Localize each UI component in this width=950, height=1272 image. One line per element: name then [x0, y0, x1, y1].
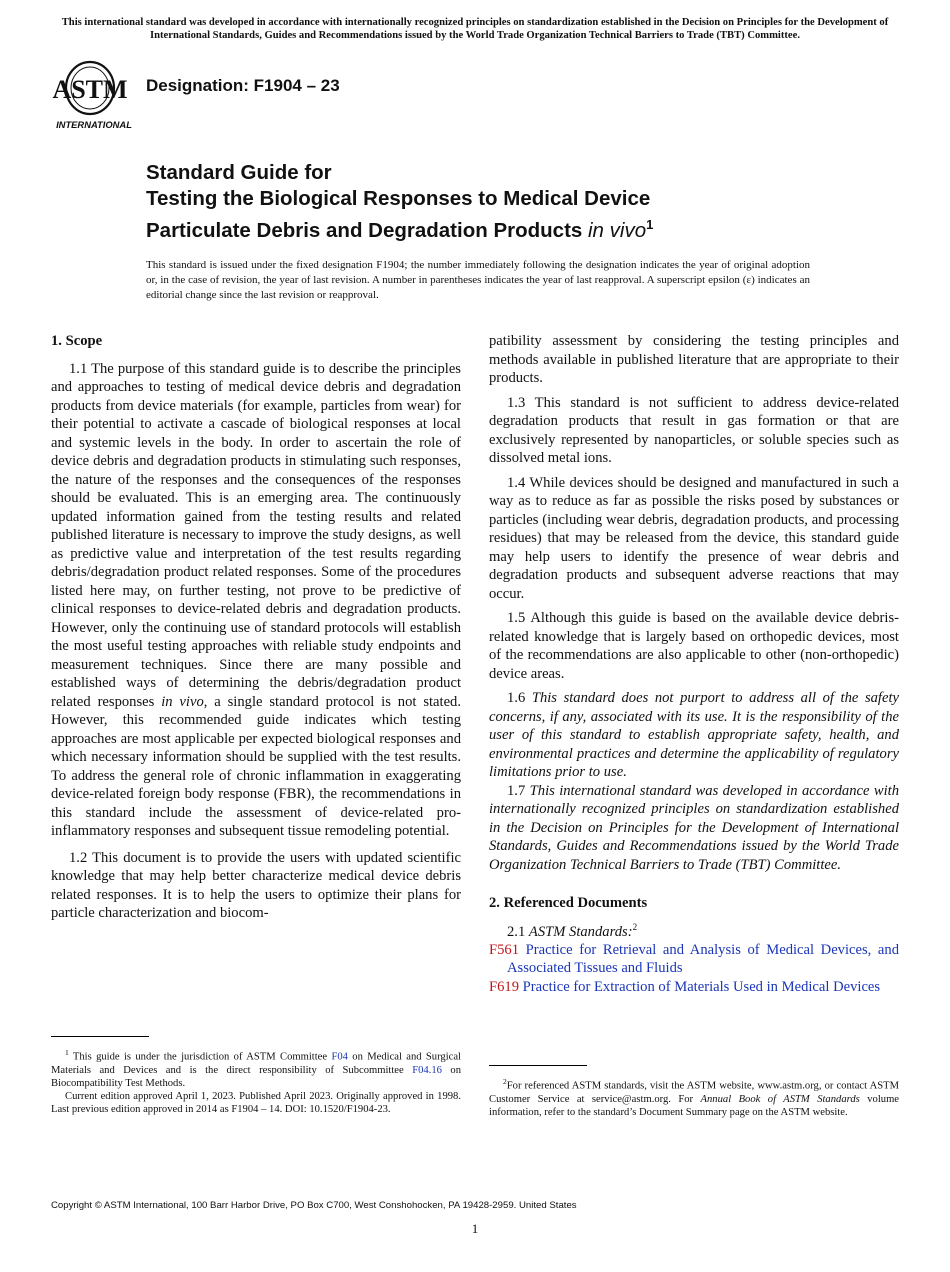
section-1-heading: 1. Scope: [51, 333, 103, 349]
page-title: [146, 160, 866, 244]
footnote-2-text-b: volume information, refer to the standard’s Document Summary page on the ASTM website.: [489, 1093, 900, 1118]
trade-notice: This international standard was developed in accordance with internationally recognized principles on standardization established in the Decision on Principles for the Development of International Standards, Guides and Recommendations issued by the World Trade Organization Technical Barriers to Trade (TBT) Committee.: [61, 17, 889, 41]
footnote-2-text: [489, 1075, 899, 1119]
paragraph-1-7-text: This international standard was developed in accordance with internationally recognized principles on standardization established in the Decision on Principles for the Development of International Standards, Guides and Recommendations issued by the World Trade Organization Technical Barriers to Trade (TBT) Committee.: [489, 782, 900, 873]
paragraph-1-7: [489, 782, 899, 875]
reference-code-link[interactable]: F561: [489, 941, 520, 958]
right-column: [489, 332, 899, 996]
page-number: 1: [471, 1221, 479, 1236]
committee-link[interactable]: F04: [331, 1051, 348, 1063]
paragraph-1-1: [51, 360, 461, 841]
title-footnote-mark: 1: [646, 217, 654, 232]
title-line-3-main: Particulate Debris and Degradation Products: [146, 218, 583, 242]
footnote-1-text-c: on Biocompatibility Test Methods.: [51, 1064, 461, 1089]
logo-subtext: INTERNATIONAL: [56, 119, 132, 130]
section-2-heading: 2. Referenced Documents: [489, 895, 648, 911]
issuance-statement: This standard is issued under the fixed designation F1904; the number immediately following the designation indicates the year of original adoption or, in the case of revision, the year of last revision. A number in parentheses indicates the year of last reapproval. A superscript epsilon (ε) indicates an editorial change since the last revision or reapproval.: [146, 259, 810, 301]
copyright-line: Copyright © ASTM International, 100 Barr Harbor Drive, PO Box C700, West Conshohocken, PA 19428-2959. United States: [51, 1200, 577, 1211]
footnote-1: [51, 1046, 461, 1117]
footnote-divider-left: [51, 1036, 149, 1037]
logo-text: ASTM: [52, 75, 128, 104]
footnote-1-text-b: on Medical and Surgical Materials and Devices and is the direct responsibility of Subcommittee: [51, 1051, 461, 1076]
paragraph-1-3: 1.3 This standard is not sufficient to address device-related degradation products that result in gas formation or that are exclusively represented by nanoparticles, or soluble species such as dissolved metal ions.: [489, 394, 899, 466]
title-line-3: [146, 212, 866, 244]
paragraph-1-2: 1.2 This document is to provide the users with updated scientific knowledge that may help better characterize medical device debris related responses. It is to help the users to optimize their plans for particle characterization and biocom-: [51, 849, 461, 921]
paragraph-1-4: 1.4 While devices should be designed and manufactured in such a way as to reduce as far as possible the risks posed by substances or particles (including wear debris, degradation products, and processing residues) that may be released from the device, this standard guide may help users to identify the presence of wear debris and degradation products and subsequent adverse reactions that may occur.: [489, 474, 899, 602]
reference-title-link[interactable]: Practice for Extraction of Materials Used in Medical Devices: [522, 978, 881, 995]
reference-item[interactable]: [489, 978, 899, 997]
reference-code-link[interactable]: F619: [489, 978, 520, 995]
paragraph-1-1-end: , a single standard protocol is not stated. However, this recommended guide indicates which testing approaches are most applicable per expected biological responses and which necessary information should be supplied with the test results. To address the general role of chronic inflammation in exaggerating device-related foreign body response (FBR), the recommendations in this standard include the assessment of device-related pro-inflammatory responses and subsequent tissue remodeling potential.: [51, 693, 462, 839]
subsection-2-1-number: 2.1: [507, 923, 526, 940]
paragraph-1-7-number: 1.7: [507, 782, 526, 799]
paragraph-1-1-text: 1.1 The purpose of this standard guide is to describe the principles and approaches to testing of medical device debris and degradation products from device materials (for example, particles from wear) for their potential to activate a cascade of biological responses at local and systemic levels in the body. In order to ascertain the role of device debris and degradation products in stimulating such responses, the nature of the responses and the consequences of the responses should be evaluated. This is an emerging area. The continuously updated information gained from the testing results and related published literature is necessary to improve the study designs, as well as predictive value and interpretation of the test results regarding debris/degradation product related responses. Some of the procedures listed here may, on further testing, not prove to be predictive of clinical responses to device-related debris and degradation products. However, only the continuing use of standard protocols will establish the most useful testing approaches with reliable study endpoints and measurement techniques. Since there are many possible and established ways of determining the debris/degradation product related responses: [51, 360, 461, 710]
reference-item[interactable]: [489, 941, 899, 978]
subsection-2-1: [489, 918, 899, 941]
reference-title-link[interactable]: Practice for Retrieval and Analysis of Medical Devices, and Associated Tissues and Fluids: [507, 941, 899, 977]
astm-logo-graphic: [52, 58, 136, 132]
subsection-2-1-label: ASTM Standards:: [528, 923, 633, 940]
subcommittee-link[interactable]: F04.16: [412, 1064, 442, 1076]
left-column: [51, 332, 461, 923]
footnote-2: [489, 1075, 899, 1119]
footnote-1-mark: 1: [65, 1048, 69, 1057]
footnote-2-italic: Annual Book of ASTM Standards: [700, 1093, 860, 1105]
astm-logo-icon: [52, 58, 136, 132]
paragraph-1-6-text: This standard does not purport to address all of the safety concerns, if any, associated with its use. It is the responsibility of the user of this standard to establish appropriate safety, health, and environmental practices and determine the applicability of regulatory limitations prior to use.: [489, 690, 899, 780]
footnote-1-jurisdiction: [51, 1046, 461, 1090]
paragraph-1-6: [489, 689, 899, 782]
subsection-2-1-mark: 2: [632, 921, 638, 932]
paragraph-1-5: 1.5 Although this guide is based on the available device debris-related knowledge that is largely based on orthopedic devices, most of the recommendations are also applicable to other (non-orthopedic) device areas.: [489, 610, 899, 682]
paragraph-1-2-continued: patibility assessment by considering the testing principles and methods available in published literature that are appropriate to their products.: [489, 333, 899, 386]
title-line-2: Testing the Biological Responses to Medical Device: [146, 187, 651, 210]
footnote-1-text-a: This guide is under the jurisdiction of ASTM Committee: [72, 1051, 328, 1063]
footnote-2-text-a: For referenced ASTM standards, visit the ASTM website, www.astm.org, or contact ASTM Customer Service at service@astm.org. For: [489, 1080, 899, 1105]
paragraph-1-1-italic: in vivo: [161, 693, 204, 710]
footnote-1-edition: Current edition approved April 1, 2023. Published April 2023. Originally approved in 1998. Last previous edition approved in 2014 as F1904 – 14. DOI: 10.1520/F1904-23.: [51, 1091, 461, 1116]
title-italic: in vivo: [588, 218, 647, 242]
paragraph-1-6-number: 1.6: [507, 690, 526, 706]
footnote-2-mark: 2: [503, 1077, 507, 1086]
designation: Designation: F1904 – 23: [146, 76, 340, 95]
footnote-divider-right: [489, 1065, 587, 1066]
title-line-1: Standard Guide for: [146, 161, 332, 184]
